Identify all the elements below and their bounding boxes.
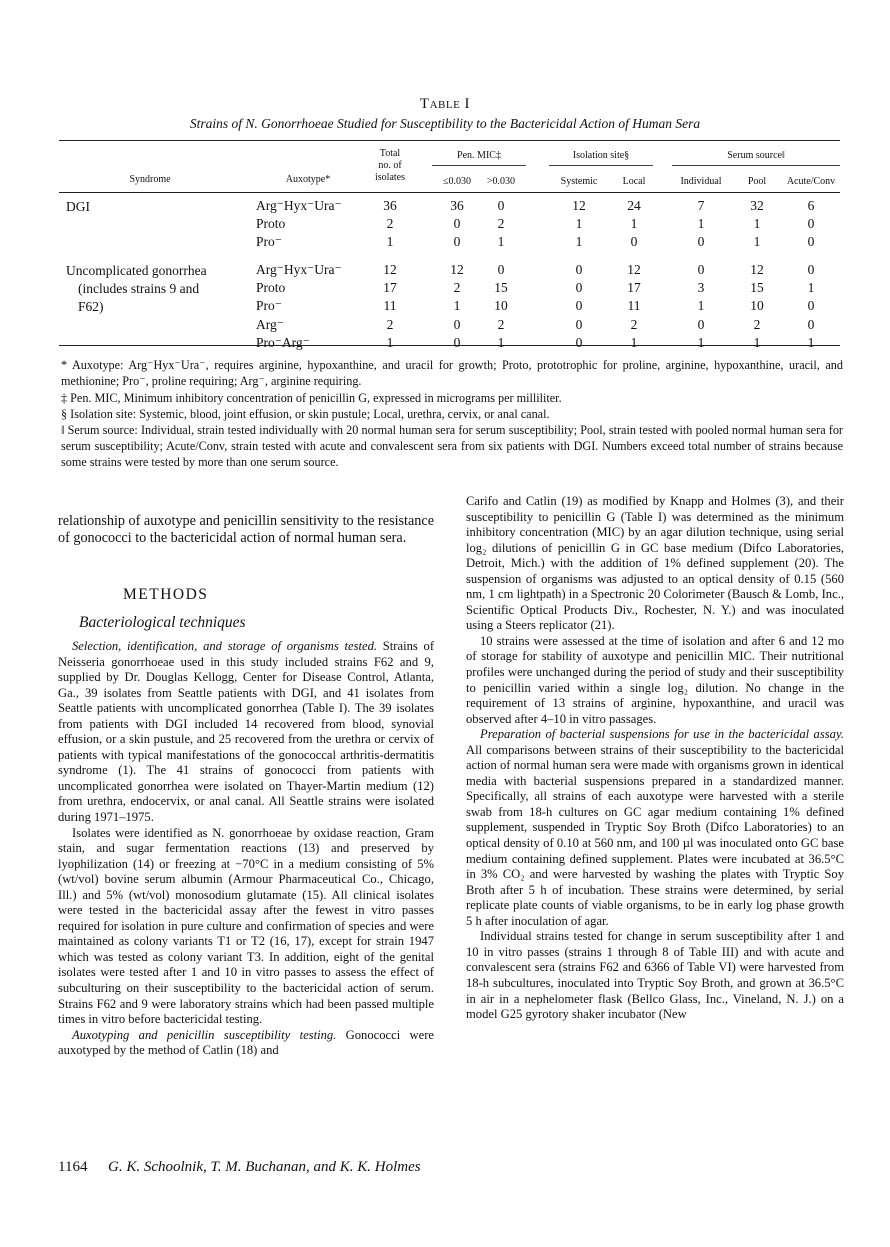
acute-conv-cell: 1 — [807, 280, 815, 296]
paragraph-selection — [58, 639, 434, 826]
systemic-cell: 1 — [575, 234, 583, 250]
systemic-cell: 1 — [575, 216, 583, 232]
header-local: Local — [622, 176, 646, 187]
pool-cell: 32 — [750, 198, 764, 213]
total-cell: 11 — [383, 298, 397, 314]
header-individual: Individual — [680, 176, 722, 187]
pool-cell: 1 — [753, 334, 761, 350]
individual-cell: 1 — [697, 298, 705, 314]
right-column-text — [466, 494, 844, 1023]
serum-source-rule — [672, 165, 840, 166]
header-syndrome: Syndrome — [129, 174, 171, 185]
pen-low-cell: 0 — [453, 316, 461, 332]
pool-cell: 15 — [750, 280, 764, 296]
total-cell: 1 — [386, 234, 394, 250]
paragraph-selection-lead: Selection, identification, and storage of organisms tested. — [72, 639, 378, 653]
individual-cell: 1 — [697, 334, 705, 350]
paragraph-auxotyping-lead: Auxotyping and penicillin susceptibility testing. — [72, 1027, 337, 1042]
total-cell: 2 — [386, 316, 394, 332]
pen-mic-rule — [432, 165, 526, 166]
pen-low-cell: 0 — [453, 334, 461, 350]
total-cell: 17 — [383, 280, 397, 296]
acute-conv-cell: 0 — [807, 234, 815, 250]
paragraph-preparation — [466, 727, 844, 929]
acute-conv-cell: 0 — [807, 298, 815, 314]
individual-cell: 0 — [697, 316, 705, 332]
paragraph-auxotyping — [58, 1028, 434, 1059]
local-cell: 1 — [630, 216, 638, 232]
syndrome-cell — [66, 198, 90, 216]
header-systemic: Systemic — [560, 176, 598, 187]
auxotype-cell: Arg⁻ — [256, 316, 284, 332]
acute-conv-cell: 6 — [807, 198, 815, 213]
local-cell: 11 — [627, 298, 641, 314]
systemic-cell: 0 — [575, 298, 583, 314]
total-cell: 1 — [386, 334, 394, 350]
paragraph-preparation-text: All comparisons between strains of their susceptibility to the bactericidal action of normal human sera were made with organisms grown in identical media with bacterial suspensions prepared in a standardized manner. Specifically, all strains of each auxotype were harvested with a sterile swab from 18-h cultures on GC agar medium containing 1% defined supplement, suspended in Tryptic Soy Broth (Difco Laboratories) to an optical density of 0.10 at 560 nm, and 100 µl was inoculated onto GC base medium containing defined supplement. Plates were incubated at 36.5°C in 3% CO₂ and were harvested by washing the plates with Tryptic Soy Broth after 5 h of incubation. These strains were determined, by serial replicate plate counts of viable organisms, to be in early log phase growth 5 h after inoculation of agar. — [466, 742, 844, 928]
pen-high-cell: 2 — [497, 216, 505, 232]
acute-conv-cell: 0 — [807, 216, 815, 232]
acute-conv-cell: 1 — [807, 334, 815, 350]
paragraph-catlin: Carifo and Catlin (19) as modified by Knapp and Holmes (3), and their susceptibility to penicillin G (Table I) was determined as the minimum inhibitory concentration (MIC) by an agar dilution technique, using serial log₂ dilutions of penicillin G in GC base medium (Difco Laboratories, Detroit, Mich.) with the addition of 1% defined supplement (20). The suspension of organisms was adjusted to an optical density of 0.15 (560 nm, 1 cm lightpath) in a Spectronic 20 Colorimeter (Bausch & Lomb, Inc., Scientific Optical Products Div., Rochester, N. Y.) and was inoculated using a Steers replicator (21). — [466, 494, 844, 633]
footnote-isolation-site: § Isolation site: Systemic, blood, joint effusion, or skin pustule; Local, urethra, cervix, or anal canal. — [61, 407, 550, 421]
auxotype-cell: Pro⁻ — [256, 298, 282, 314]
pen-high-cell: 1 — [497, 334, 505, 350]
individual-cell: 7 — [697, 198, 705, 213]
local-cell: 12 — [627, 262, 641, 277]
header-pen-low: ≤0.030 — [443, 176, 471, 187]
pen-low-cell: 0 — [453, 234, 461, 250]
syndrome-line: F62) — [78, 299, 104, 314]
local-cell: 17 — [627, 280, 641, 296]
local-cell: 0 — [630, 234, 638, 250]
local-cell: 1 — [630, 334, 638, 350]
pen-high-cell: 2 — [497, 316, 505, 332]
paragraph-stability: 10 strains were assessed at the time of isolation and after 6 and 12 mo of storage for stability of auxotype and penicillin MIC. Their nutritional profiles were unchanged during the period of study and their susceptibility to penicillin varied within a single log₂ dilution. No change in the requirement of 13 strains of arginine, hypoxanthine, and uracil was observed after 4–10 in vitro passages. — [466, 633, 844, 726]
auxotype-cell: Arg⁻Hyx⁻Ura⁻ — [256, 198, 342, 213]
pen-low-cell: 36 — [450, 198, 464, 213]
local-cell: 24 — [627, 198, 641, 213]
left-column-text — [58, 639, 434, 1059]
syndrome-line: (includes strains 9 and — [78, 281, 200, 296]
header-pen-high: >0.030 — [486, 176, 516, 187]
pen-high-cell: 0 — [497, 198, 505, 213]
isolation-site-rule — [549, 165, 653, 166]
systemic-cell: 0 — [575, 334, 583, 350]
auxotype-cell: Proto — [256, 216, 286, 232]
auxotype-cell: Arg⁻Hyx⁻Ura⁻ — [256, 262, 342, 277]
running-footer-authors: G. K. Schoolnik, T. M. Buchanan, and K. K. Holmes — [108, 1159, 421, 1175]
header-acute-conv: Acute/Conv — [786, 176, 836, 187]
header-serum-source: Serum source‖ — [727, 150, 785, 161]
acute-conv-cell: 0 — [807, 262, 815, 277]
table-top-rule — [59, 140, 840, 141]
paragraph-preparation-lead: Preparation of bacterial suspensions for use in the bactericidal assay. — [480, 727, 844, 742]
systemic-cell: 12 — [572, 198, 586, 213]
paragraph-individual-strains: Individual strains tested for change in serum susceptibility after 1 and 10 in vitro passes (strains 1 through 8 of Table III) and with acute and convalescent sera (strains F62 and 6366 of Table VI) were harvested from 18-h subcultures, inoculated into Tryptic Soy Broth, and grown at 36.5°C in air in a nephelometer flask (Bellco Glass, Inc., Vineland, N. J.) on a model G25 gyrotory shaker incubator (New — [466, 929, 844, 1022]
individual-cell: 0 — [697, 262, 705, 277]
table-header-rule — [59, 192, 840, 193]
header-pool: Pool — [747, 176, 767, 187]
total-cell: 2 — [386, 216, 394, 232]
table-subtitle: Strains of N. Gonorrhoeae Studied for Susceptibility to the Bactericidal Action of Human Sera — [189, 116, 701, 131]
header-auxotype: Auxotype* — [285, 174, 331, 185]
pool-cell: 1 — [753, 216, 761, 232]
pen-low-cell: 2 — [453, 280, 461, 296]
footnote-auxotype: * Auxotype: Arg⁻Hyx⁻Ura⁻, requires arginine, hypoxanthine, and uracil for growth; Proto, prototrophic for proline, arginine, hypoxanthine, uracil, and methionine; Pro⁻, proline requiring; Arg⁻, arginine requiring. — [61, 358, 843, 388]
systemic-cell: 0 — [575, 262, 583, 277]
individual-cell: 0 — [697, 234, 705, 250]
header-total-line1: Total — [379, 148, 401, 159]
paragraph-auxotyping-text: Gonococci were auxotyped by the method of Catlin (18) and — [58, 1027, 434, 1058]
syndrome-line: Uncomplicated gonorrhea — [66, 263, 207, 278]
header-pen-mic: Pen. MIC‡ — [457, 150, 501, 161]
total-cell: 36 — [383, 198, 397, 213]
pen-high-cell: 15 — [494, 280, 508, 296]
individual-cell: 1 — [697, 216, 705, 232]
auxotype-cell: Pro⁻Arg⁻ — [256, 334, 310, 350]
pool-cell: 10 — [750, 298, 764, 314]
header-total-line3: isolates — [375, 172, 405, 183]
pen-high-cell: 10 — [494, 298, 508, 314]
page-number: 1164 — [58, 1159, 88, 1175]
intro-paragraph: relationship of auxotype and penicillin sensitivity to the resistance of gonococci to the bactericidal action of normal human sera. — [58, 513, 434, 546]
systemic-cell: 0 — [575, 280, 583, 296]
pen-high-cell: 0 — [497, 262, 505, 277]
pool-cell: 12 — [750, 262, 764, 277]
syndrome-line: DGI — [66, 199, 90, 214]
footnote-pen-mic: ‡ Pen. MIC, Minimum inhibitory concentration of penicillin G, expressed in micrograms per milliliter. — [61, 391, 562, 405]
header-total — [365, 148, 415, 184]
auxotype-cell: Pro⁻ — [256, 234, 282, 250]
bacteriological-heading: Bacteriological techniques — [79, 614, 246, 631]
methods-heading: METHODS — [123, 586, 209, 603]
table-title: Table I — [419, 96, 471, 112]
pen-low-cell: 0 — [453, 216, 461, 232]
pool-cell: 2 — [753, 316, 761, 332]
auxotype-cell: Proto — [256, 280, 286, 296]
pen-low-cell: 12 — [450, 262, 464, 277]
individual-cell: 3 — [697, 280, 705, 296]
total-cell: 12 — [383, 262, 397, 277]
pool-cell: 1 — [753, 234, 761, 250]
paragraph-isolates: Isolates were identified as N. gonorrhoeae by oxidase reaction, Gram stain, and sugar fermentation reactions (13) and preserved by lyophilization (14) or freezing at −70°C in a medium consisting of 5% (wt/vol) bovine serum albumin (Armour Pharmaceutical Co., Chicago, Ill.) and 5% (wt/vol) monosodium glutamate (15). All clinical isolates were tested in the bactericidal assay after the fewest in vitro passes required for isolation in pure culture and confirmation of species and were maintained as colony variants T1 or T2 (16, 17), except for strain 1947 which was tested as colony variant T3. In addition, eight of the genital isolates were tested after 1 and 10 in vitro passes to assess the effect of subculturing on their susceptibility to the bactericidal action of serum. Strains F62 and 9 were laboratory strains which had been passed multiple times in vitro before bactericidal testing. — [58, 825, 434, 1027]
syndrome-cell — [66, 262, 207, 316]
paragraph-selection-text: Strains of Neisseria gonorrhoeae used in this study included strains F62 and 9, supplied by Dr. Douglas Kellogg, Center for Disease Control, Atlanta, Ga., 39 isolates from Seattle patients with DGI, and 41 isolates from Seattle patients with uncomplicated gonorrhea (Table I). The 39 isolates from patients with DGI included 14 recovered from blood, synovial effusion, or a skin pustule, and 25 recovered from the urethra or cervix of patients with typical manifestations of the gonococcal arthritis-dermatitis syndrome (1). The 41 strains of gonococci from patients with uncomplicated gonorrhea were isolated on Thayer-Martin medium (12) from urethra, endocervix, or anal canal. All Seattle strains were isolated during 1971–1975. — [58, 639, 435, 825]
header-total-line2: no. of — [378, 160, 402, 171]
local-cell: 2 — [630, 316, 638, 332]
pen-high-cell: 1 — [497, 234, 505, 250]
systemic-cell: 0 — [575, 316, 583, 332]
header-isolation-site: Isolation site§ — [572, 150, 630, 161]
pen-low-cell: 1 — [453, 298, 461, 314]
acute-conv-cell: 0 — [807, 316, 815, 332]
footnote-serum-source: ‖ Serum source: Individual, strain tested individually with 20 normal human sera for serum susceptibility; Pool, strain tested with pooled normal human sera for serum susceptibility; Acute/Conv, strain tested with acute and convalescent sera from six patients with DGI. Numbers exceed total number of strains because some strains were tested by more than one serum source. — [61, 423, 843, 469]
